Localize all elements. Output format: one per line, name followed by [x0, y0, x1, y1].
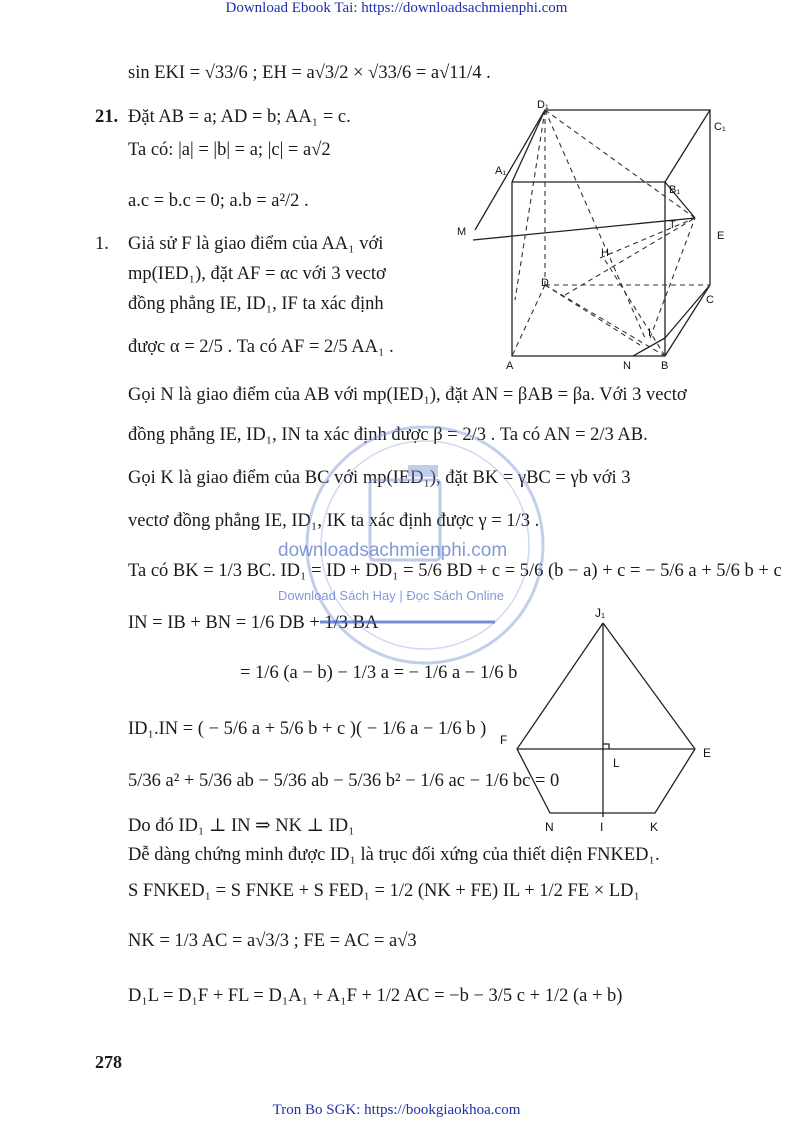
problem-number: 21.: [95, 107, 119, 127]
label-T: T: [669, 219, 676, 231]
label-J1: J₁: [595, 606, 606, 620]
label-C1: C₁: [714, 121, 726, 133]
label-N: N: [623, 360, 631, 372]
label-K: K: [650, 820, 659, 834]
calc-line-5: 5/36 a² + 5/36 ab − 5/36 ab − 5/36 b² − 1/6 ac − 1/6 bc = 0: [128, 771, 560, 791]
dot-products-line: a.c = b.c = 0; a.b = a²/2 .: [128, 191, 309, 211]
label-A: A: [506, 360, 514, 372]
label-E: E: [717, 230, 725, 242]
formula-sin-eki: sin EKI = √33/6 ; EH = a√3/2 × √33/6 = a√11/4 .: [128, 63, 491, 83]
label-F: F: [500, 733, 508, 747]
calc-line-4: ID₁.IN = ( − 5/6 a + 5/6 b + c )( − 1/6 a − 1/6 b ): [128, 719, 487, 739]
label-D: D: [541, 277, 549, 289]
calc-line-2: IN = IB + BN = 1/6 DB + 1/3 BA: [128, 613, 379, 633]
footer-sgk-link[interactable]: Tron Bo SGK: https://bookgiaokhoa.com: [272, 1102, 521, 1118]
page-number: 278: [95, 1052, 122, 1072]
set-vectors-line: Đặt AB = a; AD = b; AA₁ = c.: [128, 107, 351, 127]
point-n-line-1: Gọi N là giao điểm của AB với mp(IED₁), đặt AN = βAB = βa. Với 3 vectơ: [128, 385, 687, 405]
header-download-link[interactable]: Download Ebook Tai: https://downloadsachmienphi.com: [225, 0, 568, 16]
part1-line-3: đồng phẳng IE, ID₁, IF ta xác định: [128, 294, 384, 314]
point-k-line-2: vectơ đồng phẳng IE, ID₁, IK ta xác định được γ = 1/3 .: [128, 511, 540, 531]
label-C: C: [706, 294, 714, 306]
calc-line-3: = 1/6 (a − b) − 1/3 a = − 1/6 a − 1/6 b: [240, 663, 518, 683]
part1-line-4: được α = 2/5 . Ta có AF = 2/5 AA₁ .: [128, 337, 394, 357]
label-H: H: [601, 247, 609, 259]
label-D1: D₁: [537, 100, 549, 111]
label-I-section: I: [600, 820, 604, 834]
watermark-site: downloadsachmienphi.com: [278, 540, 508, 561]
calc-line-1: Ta có BK = 1/3 BC. ID₁ = ID + DD₁ = 5/6 BD + c = 5/6 (b − a) + c = − 5/6 a + 5/6 b + c: [128, 561, 782, 581]
calc-line-6: Do đó ID₁ ⊥ IN ⇒ NK ⊥ ID₁: [128, 816, 355, 836]
part1-line-1: Giả sử F là giao điểm của AA₁ với: [128, 234, 384, 254]
cube-top-face: [512, 110, 710, 182]
label-E-section: E: [703, 746, 712, 760]
calc-line-8: S FNKED₁ = S FNKE + S FED₁ = 1/2 (NK + FE) IL + 1/2 FE × LD₁: [128, 881, 640, 901]
point-k-line-1: Gọi K là giao điểm của BC với mp(IED₁), đặt BK = γBC = γb với 3: [128, 468, 631, 488]
calc-line-7: Dễ dàng chứng minh được ID₁ là trục đối xứng của thiết diện FNKED₁.: [128, 845, 660, 865]
part1-line-2: mp(IED₁), đặt AF = αc với 3 vectơ: [128, 264, 386, 284]
cube-front-face: [512, 182, 665, 356]
label-M: M: [457, 226, 467, 238]
calc-line-10: D₁L = D₁F + FL = D₁A₁ + A₁F + 1/2 AC = −b − 3/5 c + 1/2 (a + b): [128, 986, 623, 1006]
label-L: L: [613, 756, 620, 770]
label-A1: A₁: [495, 165, 507, 177]
label-B: B: [661, 360, 669, 372]
point-n-line-2: đồng phẳng IE, ID₁, IN ta xác định được β = 2/3 . Ta có AN = 2/3 AB.: [128, 425, 648, 445]
label-B1: B₁: [669, 184, 681, 196]
watermark-tagline: Download Sách Hay | Đọc Sách Online: [278, 588, 504, 603]
cube-figure: [455, 100, 755, 375]
norms-line: Ta có: |a| = |b| = a; |c| = a√2: [128, 140, 331, 160]
label-I: I: [648, 327, 652, 339]
calc-line-9: NK = 1/3 AC = a√3/3 ; FE = AC = a√3: [128, 931, 417, 951]
part-number: 1.: [95, 234, 109, 254]
label-N-section: N: [545, 820, 554, 834]
